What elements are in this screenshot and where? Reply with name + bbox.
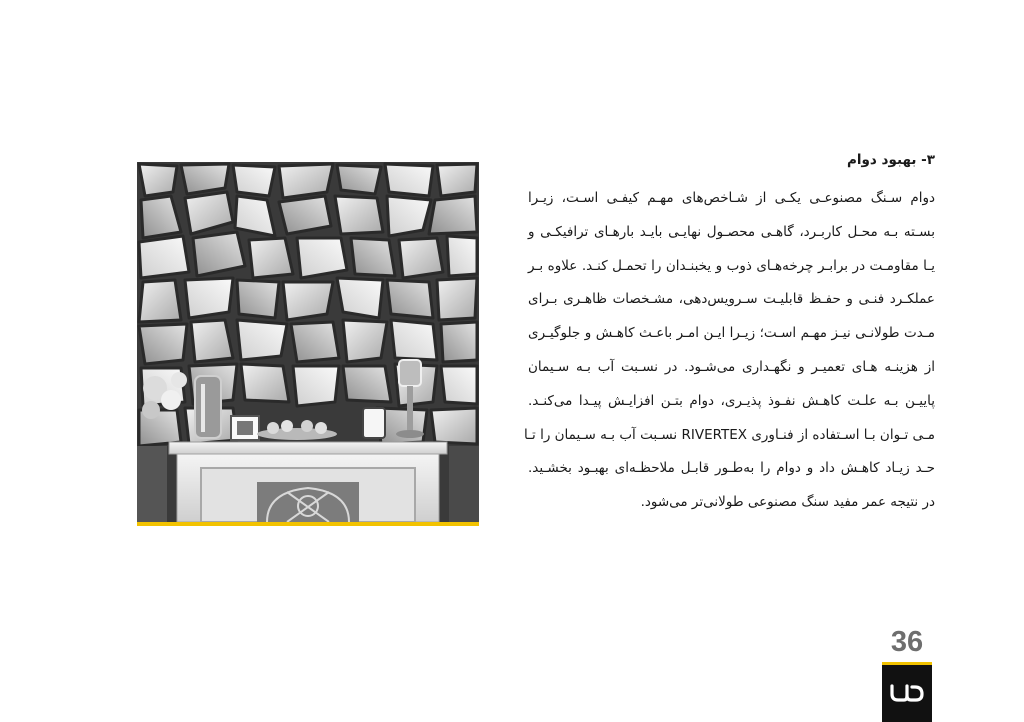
brand-logo — [882, 665, 932, 722]
photo-accent-bar — [137, 522, 479, 526]
page-number: 36 — [890, 626, 924, 658]
paragraph-line: حـد زیـاد کاهـش داد و دوام را به‌طـور قابـل ملاحظـه‌ای بهبـود بخشـید. — [528, 460, 935, 477]
section-heading: ۳- بهبود دوام — [847, 152, 935, 168]
paragraph-line: پاییـن بـه علـت کاهـش نفـوذ پذیـری، دوام بتـن افزایـش پیـدا می‌کنـد. — [528, 392, 935, 409]
paragraph-line: از هزینـه هـای تعمیـر و نگهـداری می‌شـود. در نسـبت آب بـه سـیمان — [528, 358, 935, 375]
paragraph-line: مـی تـوان بـا اسـتفاده از فنـاوری RIVERTEX نسـبت آب بـه سـیمان را تـا — [523, 426, 935, 443]
section-text — [523, 150, 935, 520]
paragraph-line: مـدت طولانـی نیـز مهـم اسـت؛ زیـرا ایـن امـر باعـث کاهـش و جلوگیـری — [528, 325, 935, 342]
paragraph-line: دوام سـنگ مصنوعـی یکـی از شـاخص‌های مهـم کیفـی اسـت، زیـرا — [528, 190, 935, 206]
brand-logo-icon — [882, 672, 932, 712]
paragraph-line: یـا مقاومـت در برابـر چرخه‌هـای ذوب و یخبنـدان را تحمـل کنـد. علاوه بـر — [528, 257, 935, 274]
paragraph-line: بسـته بـه محـل کاربـرد، گاهـی محصـول نهایـی بایـد بارهـای ترافیکـی و — [528, 223, 935, 240]
paragraph-line: در نتیجه عمر مفید سنگ مصنوعی طولانی‌تر می‌شود. — [640, 494, 935, 511]
stone-wall-fireplace-photo — [137, 162, 479, 522]
paragraph-line: عملکـرد فنـی و حفـظ قابلیـت سـرویس‌دهی، مشـخصات ظاهـری بـرای — [528, 291, 935, 308]
